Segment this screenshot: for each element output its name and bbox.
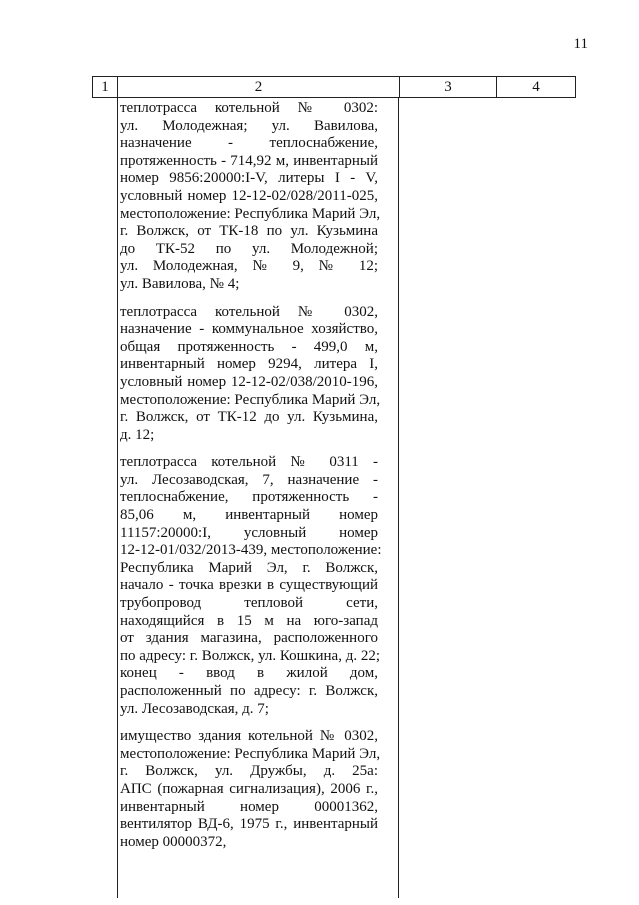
entry-text-line: ул. Молодежная; ул. Вавилова, [120,117,378,134]
entry-text-line: местоположение: Республика Марий Эл, [120,205,381,222]
entry-text-line: г. Волжск, от ТК-18 по ул. Кузьмина [120,223,378,240]
column-header-4: 4 [532,79,540,95]
entry-text-line: теплотрасса котельной № 0302, [120,303,378,320]
column-header-1: 1 [93,77,118,97]
entry-text-line: г. Волжск, от ТК-12 до ул. Кузьмина, [120,409,378,426]
entry-text-line: от здания магазина, расположенного [120,630,378,647]
entry-text-line: 11157:20000:I, условный номер [120,524,378,541]
table-column-2-content [120,100,382,861]
entry-text-line: находящийся в 15 м на юго-запад [120,612,378,629]
entry-text-line: имущество здания котельной № 0302, [120,728,378,745]
entry-text-line: общая протяженность - 499,0 м, [120,338,378,355]
column-header-3: 3 [400,77,497,97]
entry-text-line: вентилятор ВД-6, 1975 г., инвентарный [120,816,378,833]
property-entry [120,303,381,445]
entry-text-line: начало - точка врезки в существующий [120,577,378,594]
property-entry [120,100,381,294]
entry-text-line: 85,06 м, инвентарный номер [120,507,378,524]
entry-text-line: ул. Лесозаводская, д. 7; [120,700,269,717]
entry-text-line: местоположение: Республика Марий Эл, [120,745,381,762]
entry-text-line: назначение - теплоснабжение, [120,135,378,152]
entry-text-line: до ТК-52 по ул. Молодежной; [120,240,378,257]
entry-text-line: теплоснабжение, протяженность - [120,489,378,506]
entry-text-line: Республика Марий Эл, г. Волжск, [120,559,378,576]
entry-text-line: местоположение: Республика Марий Эл, [120,391,381,408]
entry-text-line: д. 12; [120,426,155,443]
entry-text-line: ул. Молодежная, № 9, № 12; [120,258,378,275]
entry-text-line: инвентарный номер 00001362, [120,798,378,815]
entry-text-line: 12-12-01/032/2013-439, местоположение: [120,542,382,559]
column-header-2: 2 [118,77,400,97]
entry-text-line: АПС (пожарная сигнализация), 2006 г., [120,780,378,797]
column-divider-left [117,98,118,898]
entry-text-line: номер 00000372, [120,833,227,850]
entry-text-line: протяженность - 714,92 м, инвентарный [120,152,378,169]
entry-text-line: по адресу: г. Волжск, ул. Кошкина, д. 22; [120,647,381,664]
property-entry [120,454,382,718]
table-header-row [92,76,576,98]
entry-text-line: инвентарный номер 9294, литера I, [120,356,378,373]
entry-text-line: назначение - коммунальное хозяйство, [120,321,378,338]
entry-text-line: условный номер 12-12-02/038/2010-196, [120,373,378,390]
entry-text-line: трубопровод тепловой сети, [120,595,378,612]
property-entry [120,728,381,851]
entry-text-line: условный номер 12-12-02/028/2011-025, [120,187,378,204]
page-number: 11 [573,36,588,52]
entry-text-line: ул. Вавилова, № 4; [120,275,240,292]
entry-text-line: номер 9856:20000:I-V, литеры I - V, [120,170,378,187]
entry-text-line: ул. Лесозаводская, 7, назначение - [120,471,378,488]
entry-text-line: расположенный по адресу: г. Волжск, [120,683,378,699]
entry-text-line: конец - ввод в жилой дом, [120,665,378,682]
entry-text-line: теплотрасса котельной № 0302: [120,100,378,116]
entry-text-line: г. Волжск, ул. Дружбы, д. 25а: [120,763,378,780]
entry-text-line: теплотрасса котельной № 0311 - [120,454,378,471]
column-divider-middle [398,98,399,898]
